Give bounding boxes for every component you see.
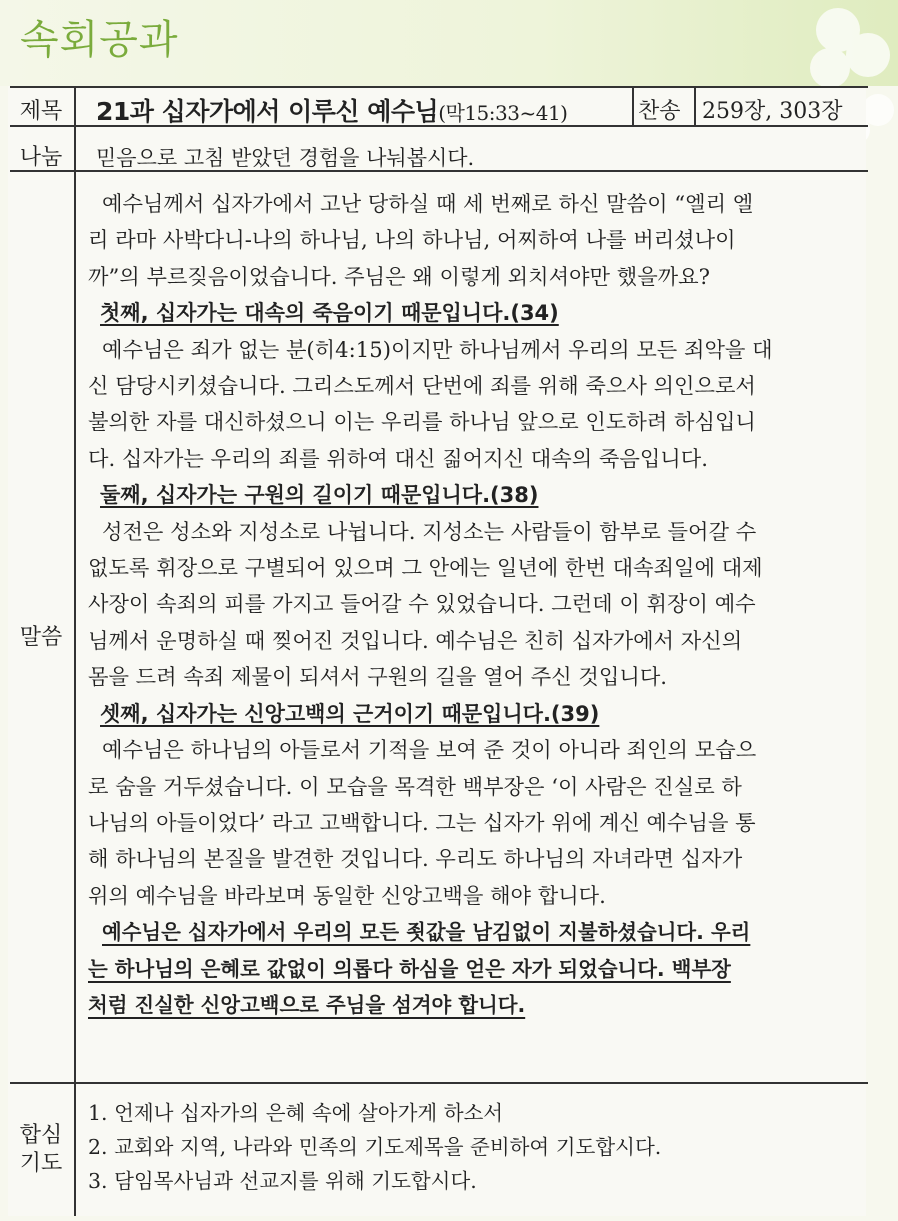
lesson-title-text: 21과 십자가에서 이루신 예수님	[96, 97, 439, 126]
body-line: 다. 십자가는 우리의 죄를 위하여 대신 짊어지신 대속의 죽음입니다.	[88, 445, 708, 471]
prayer-label-line: 기도	[19, 1151, 63, 1176]
body-line: 예수님은 죄가 없는 분(히4:15)이지만 하나님께서 우리의 모든 죄악을 대	[102, 336, 773, 362]
conclusion-line: 예수님은 십자가에서 우리의 모든 죗값을 남김없이 지불하셨습니다. 우리	[102, 920, 751, 945]
brand-title: 속회공과	[20, 17, 179, 63]
prayer-label	[10, 1122, 72, 1178]
rule-hymn-right	[694, 86, 696, 125]
body-line: 신 담당시키셨습니다. 그리스도께서 단번에 죄를 위해 죽으사 의인으로서	[88, 373, 756, 399]
share-label: 나눔	[19, 145, 63, 170]
section-heading-2: 둘째, 십자가는 구원의 길이기 때문입니다.(38)	[100, 483, 539, 508]
body-line: 위의 예수님을 바라보며 동일한 신앙고백을 해야 합니다.	[88, 882, 606, 908]
title-label: 제목	[19, 99, 63, 124]
body-line: 로 숨을 거두셨습니다. 이 모습을 목격한 백부장은 ‘이 사람은 진실로 하	[88, 773, 742, 799]
body-line: 몸을 드려 속죄 제물이 되셔서 구원의 길을 열어 주신 것입니다.	[88, 664, 668, 690]
body-line: 해 하나님의 본질을 발견한 것입니다. 우리도 하나님의 자녀라면 십자가	[88, 846, 743, 872]
scripture-reference: (막15:33~41)	[438, 101, 568, 125]
body-line: 불의한 자를 대신하셨으니 이는 우리를 하나님 앞으로 인도하려 하심입니	[88, 409, 756, 435]
body-line: 님께서 운명하실 때 찢어진 것입니다. 예수님은 친히 십자가에서 자신의	[88, 627, 743, 653]
prayer-item: 2. 교회와 지역, 나라와 민족의 기도제목을 준비하여 기도합시다.	[88, 1135, 662, 1159]
rule-top	[10, 86, 868, 88]
conclusion-line: 는 하나님의 은혜로 값없이 의롭다 하심을 얻은 자가 되었습니다. 백부장	[88, 956, 731, 981]
body-line: 사장이 속죄의 피를 가지고 들어갈 수 있었습니다. 그런데 이 휘장이 예수	[88, 591, 756, 617]
body-line: 없도록 휘장으로 구별되어 있으며 그 안에는 일년에 한번 대속죄일에 대제	[88, 555, 763, 581]
prayer-list	[88, 1096, 661, 1198]
share-question: 믿음으로 고침 받았던 경험을 나눠봅시다.	[96, 146, 475, 170]
sermon-body	[88, 186, 872, 1023]
prayer-item: 1. 언제나 십자가의 은혜 속에 살아가게 하소서	[88, 1101, 504, 1125]
body-line: 까”의 부르짖음이었습니다. 주님은 왜 이렇게 외치셔야만 했을까요?	[88, 263, 710, 289]
section-heading-1: 첫째, 십자가는 대속의 죽음이기 때문입니다.(34)	[100, 301, 559, 326]
rule-word	[10, 1082, 868, 1084]
rule-hymn-left	[632, 86, 634, 125]
body-line: 성전은 성소와 지성소로 나뉩니다. 지성소는 사람들이 함부로 들어갈 수	[102, 518, 757, 544]
body-line: 예수님께서 십자가에서 고난 당하실 때 세 번째로 하신 말씀이 “엘리 엘	[102, 191, 754, 216]
body-line: 예수님은 하나님의 아들로서 기적을 보여 준 것이 아니라 죄인의 모습으	[102, 737, 757, 763]
rule-label-column	[74, 86, 76, 1216]
prayer-label-line: 합심	[19, 1123, 63, 1148]
word-label: 말씀	[19, 625, 63, 650]
hymn-label: 찬송	[638, 99, 681, 124]
prayer-item: 3. 담임목사님과 선교지를 위해 기도합시다.	[88, 1169, 477, 1193]
body-line: 나님의 아들이었다’ 라고 고백합니다. 그는 십자가 위에 계신 예수님을 통	[88, 809, 756, 835]
lesson-title	[96, 92, 567, 128]
body-line: 리 라마 사박다니-나의 하나님, 나의 하나님, 어찌하여 나를 버리셨나이	[88, 227, 736, 253]
hymn-numbers: 259장, 303장	[702, 99, 843, 124]
conclusion-line: 처럼 진실한 신앙고백으로 주님을 섬겨야 합니다.	[88, 992, 526, 1017]
section-heading-3: 셋째, 십자가는 신앙고백의 근거이기 때문입니다.(39)	[100, 701, 600, 726]
